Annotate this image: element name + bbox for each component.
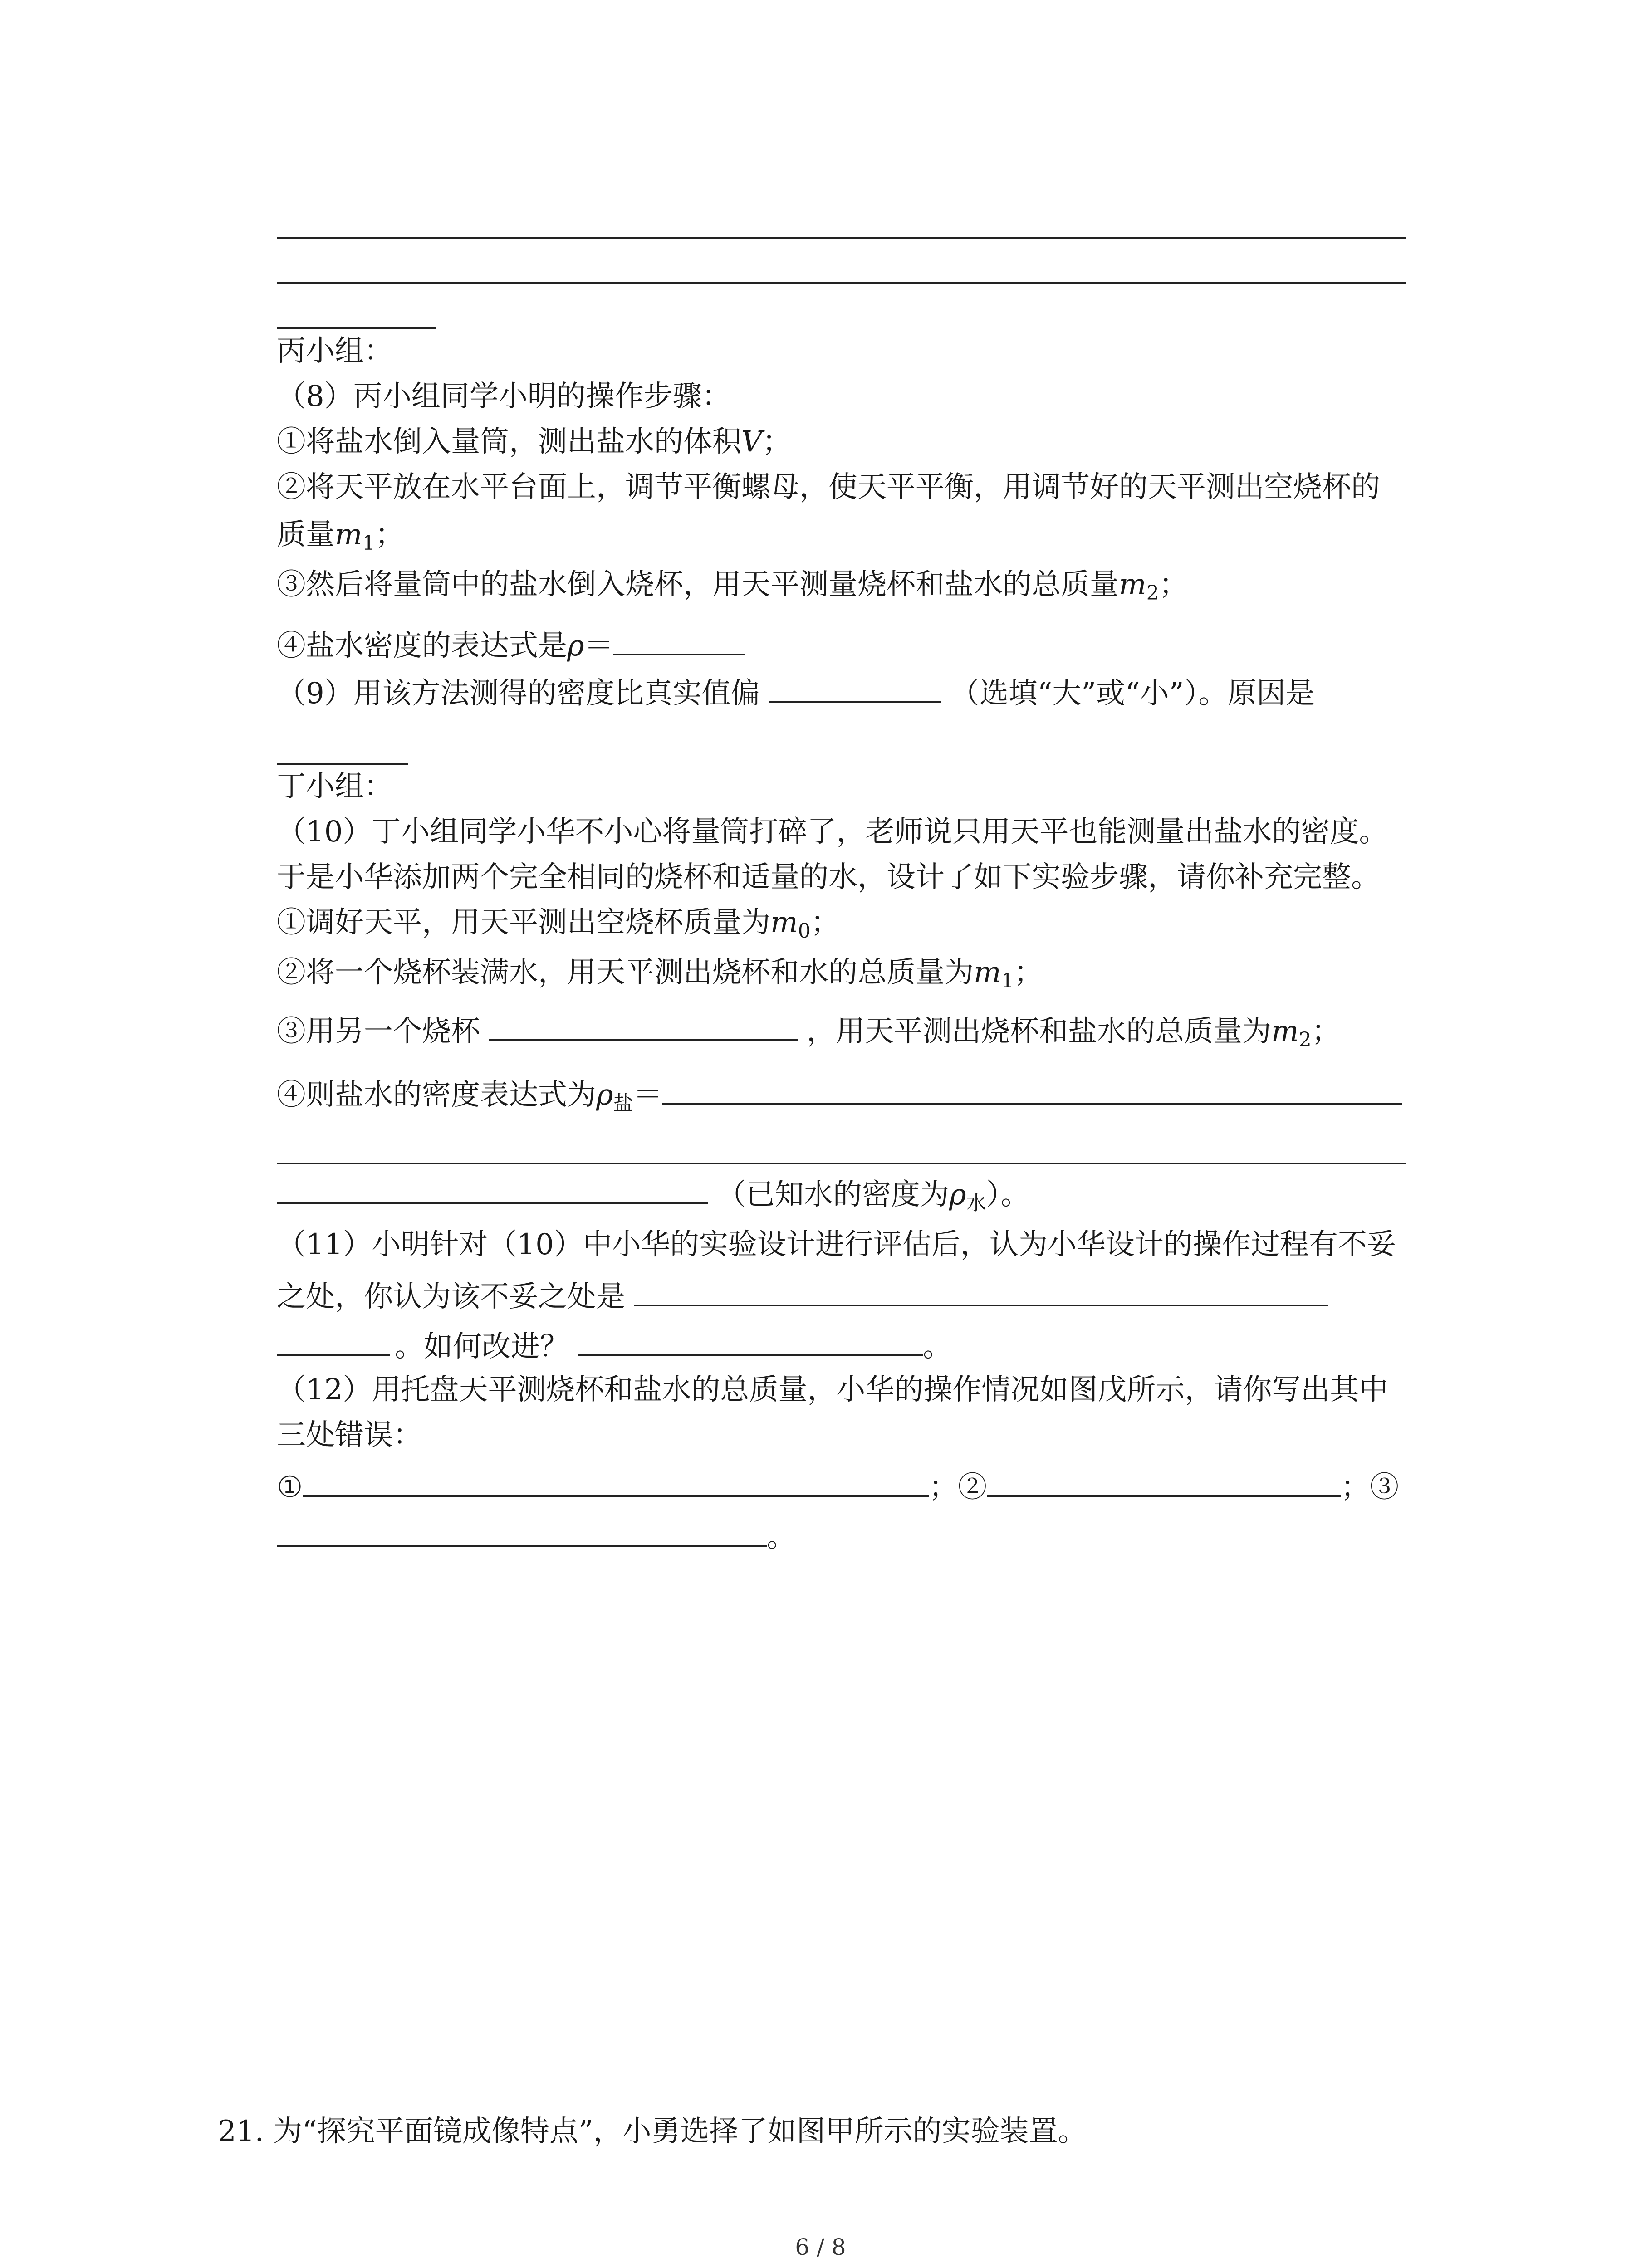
answer-blank[interactable] xyxy=(277,1173,708,1204)
question-12: （12）用托盘天平测烧杯和盐水的总质量，小华的操作情况如图戊所示，请你写出其中 xyxy=(277,1373,1388,1407)
answer-line xyxy=(277,282,1406,284)
group-ding-title: 丁小组： xyxy=(277,770,393,803)
answer-blank[interactable] xyxy=(634,1275,1328,1306)
answer-line xyxy=(277,237,1406,239)
ding-step-1: ①调好天平，用天平测出空烧杯质量为$m_0$； xyxy=(277,906,840,943)
question-10-continued: 于是小华添加两个完全相同的烧杯和适量的水，设计了如下实验步骤，请你补充完整。 xyxy=(277,860,1380,894)
answer-blank[interactable] xyxy=(578,1325,923,1356)
answer-line xyxy=(277,1163,1406,1164)
question-12-continued: 三处错误： xyxy=(277,1418,422,1452)
answer-line xyxy=(277,763,408,765)
answer-blank[interactable] xyxy=(662,1073,1402,1105)
answer-blank[interactable] xyxy=(277,1515,767,1547)
step-1: ①将盐水倒入量筒，测出盐水的体积V； xyxy=(277,425,792,459)
answer-line xyxy=(277,327,436,329)
question-11-continued: 之处，你认为该不妥之处是 xyxy=(277,1275,1328,1317)
step-4: ④盐水密度的表达式是ρ＝ xyxy=(277,624,745,666)
answer-blank[interactable] xyxy=(277,1325,390,1356)
answer-blank[interactable] xyxy=(987,1465,1341,1497)
question-10: （10）丁小组同学小华不小心将量筒打碎了，老师说只用天平也能测量出盐水的密度。 xyxy=(277,815,1388,849)
question-12-answers-continued: 。 xyxy=(277,1515,796,1557)
question-21: 21. 为“探究平面镜成像特点”，小勇选择了如图甲所示的实验装置。 xyxy=(218,2115,1087,2148)
step-3: ③然后将量筒中的盐水倒入烧杯，用天平测量烧杯和盐水的总质量$m_2$； xyxy=(277,568,1188,605)
ding-step-2: ②将一个烧杯装满水，用天平测出烧杯和水的总质量为$m_1$； xyxy=(277,956,1043,992)
question-11: （11）小明针对（10）中小华的实验设计进行评估后，认为小华设计的操作过程有不妥 xyxy=(277,1228,1396,1261)
ding-step-4-continued: （已知水的密度为$\rho_水$）。 xyxy=(277,1173,1030,1223)
step-2: ②将天平放在水平台面上，调节平衡螺母，使天平平衡，用调节好的天平测出空烧杯的 xyxy=(277,470,1380,504)
answer-blank[interactable] xyxy=(489,1009,798,1041)
answer-blank[interactable] xyxy=(769,671,941,703)
page-number: 6 / 8 xyxy=(795,2234,846,2260)
question-12-answers: ① ；② ；③ xyxy=(277,1465,1399,1507)
ding-step-3: ③用另一个烧杯 ，用天平测出烧杯和盐水的总质量为$m_2$； xyxy=(277,1009,1341,1060)
question-8-intro: （8）丙小组同学小明的操作步骤： xyxy=(277,380,731,413)
answer-blank[interactable] xyxy=(613,624,745,655)
question-11-improve: 。如何改进？ 。 xyxy=(277,1325,952,1367)
ding-step-4: ④则盐水的密度表达式为$\rho_盐=$ xyxy=(277,1073,1402,1124)
step-2-continued: 质量$m_1$； xyxy=(277,518,404,555)
answer-blank[interactable] xyxy=(303,1465,929,1497)
question-9: （9）用该方法测得的密度比真实值偏 （选填“大”或“小”）。原因是 xyxy=(277,671,1315,714)
group-bing-title: 丙小组： xyxy=(277,334,393,368)
